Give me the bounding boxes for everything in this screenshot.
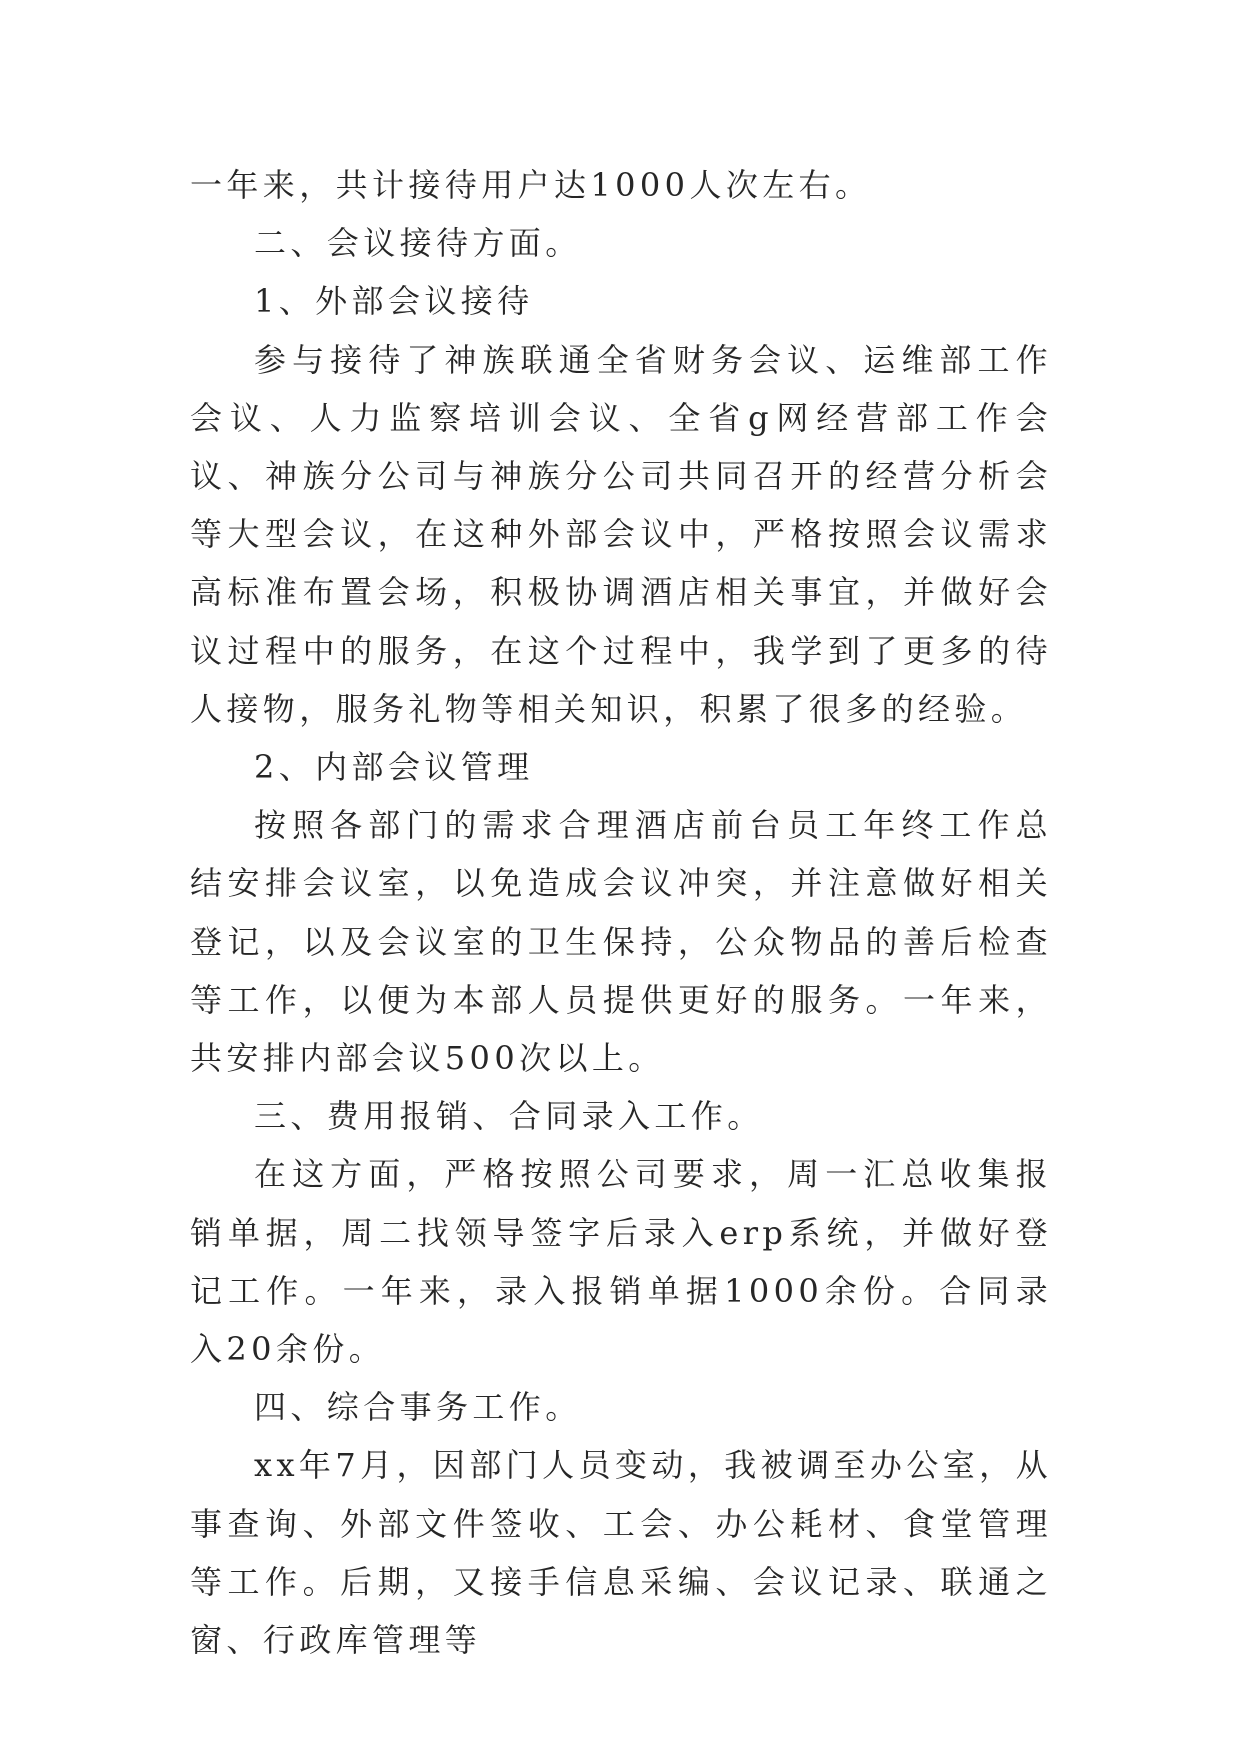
subsection-heading: 1、外部会议接待 [254, 282, 534, 321]
section-heading: 二、会议接待方面。 [254, 224, 582, 263]
subsection-heading: 2、内部会议管理 [254, 748, 534, 787]
paragraph: xx年7月，因部门人员变动，我被调至办公室，从事查询、外部文件签收、工会、办公耗材、食堂管理等工作。后期，又接手信息采编、会议记录、联通之窗、行政库管理等 [190, 1446, 1052, 1660]
paragraph: 按照各部门的需求合理酒店前台员工年终工作总结安排会议室，以免造成会议冲突，并注意做好相关登记，以及会议室的卫生保持，公众物品的善后检查等工作，以便为本部人员提供更好的服务。一年来，共安排内部会议500次以上。 [190, 806, 1052, 1078]
paragraph: 参与接待了神族联通全省财务会议、运维部工作会议、人力监察培训会议、全省g网经营部工作会议、神族分公司与神族分公司共同召开的经营分析会等大型会议，在这种外部会议中，严格按照会议需求高标准布置会场，积极协调酒店相关事宜，并做好会议过程中的服务，在这个过程中，我学到了更多的待人接物，服务礼物等相关知识，积累了很多的经验。 [190, 340, 1052, 728]
section-heading: 四、综合事务工作。 [254, 1388, 582, 1427]
paragraph: 一年来，共计接待用户达1000人次左右。 [190, 166, 872, 204]
document-body [190, 156, 1052, 1669]
section-heading: 三、费用报销、合同录入工作。 [254, 1097, 764, 1136]
paragraph: 在这方面，严格按照公司要求，周一汇总收集报销单据，周二找领导签字后录入erp系统，并做好登记工作。一年来，录入报销单据1000余份。合同录入20余份。 [190, 1155, 1052, 1369]
